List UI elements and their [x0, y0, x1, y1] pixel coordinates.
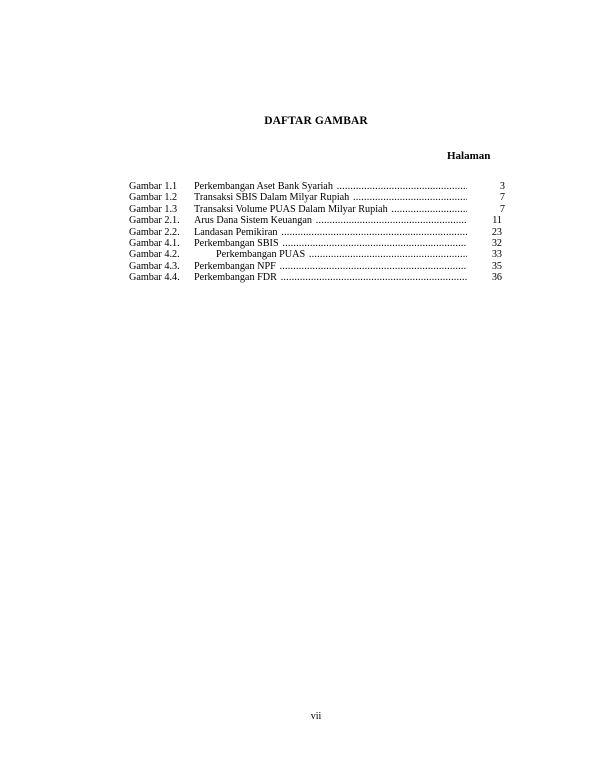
- figure-page-number: 7: [499, 192, 505, 204]
- figure-number: Gambar 4.3.: [129, 260, 180, 272]
- figure-page-number: 3: [499, 181, 505, 192]
- figure-title: Perkembangan PUAS .....: [216, 249, 467, 260]
- figure-title: Perkembangan SBIS .....: [194, 238, 467, 249]
- figure-number: Gambar 2.2.: [129, 226, 180, 238]
- list-item: [129, 261, 505, 272]
- list-item: [129, 181, 505, 192]
- figure-page-number: 7: [499, 203, 505, 215]
- figure-page-number: 23: [491, 226, 502, 238]
- figure-title: Arus Dana Sistem Keuangan .....: [194, 215, 467, 226]
- figure-title: Landasan Pemikiran .....: [194, 227, 467, 238]
- list-item: [129, 227, 505, 238]
- page-title: DAFTAR GAMBAR: [264, 115, 368, 127]
- page-number-footer: vii: [310, 711, 322, 722]
- list-item: [129, 272, 505, 283]
- figure-title: Transaksi Volume PUAS Dalam Milyar Rupiah .....: [194, 204, 467, 215]
- list-item: [129, 204, 505, 215]
- figure-title: Perkembangan FDR .....: [194, 272, 467, 283]
- figure-page-number: 32: [491, 237, 502, 249]
- figure-title: Perkembangan Aset Bank Syariah .....: [194, 181, 467, 192]
- figure-number: Gambar 1.3: [129, 203, 178, 215]
- figure-page-number: 11: [492, 215, 502, 227]
- figure-number: Gambar 2.1.: [129, 215, 180, 227]
- figure-title: Transaksi SBIS Dalam Milyar Rupiah .....: [194, 192, 467, 203]
- list-item: [129, 249, 505, 260]
- figure-number: Gambar 4.1.: [129, 237, 180, 249]
- figure-page-number: 33: [491, 249, 502, 261]
- figure-list: [129, 181, 505, 284]
- figure-number: Gambar 4.2.: [129, 249, 180, 261]
- figure-title: Perkembangan NPF .....: [194, 261, 467, 272]
- list-item: [129, 192, 505, 203]
- figure-page-number: 35: [491, 260, 502, 272]
- figure-page-number: 36: [491, 272, 502, 284]
- figure-number: Gambar 1.2: [129, 192, 178, 204]
- figure-number: Gambar 1.1: [129, 181, 178, 192]
- list-item: [129, 215, 505, 226]
- page-column-header: Halaman: [447, 150, 491, 162]
- list-item: [129, 238, 505, 249]
- figure-number: Gambar 4.4.: [129, 272, 180, 284]
